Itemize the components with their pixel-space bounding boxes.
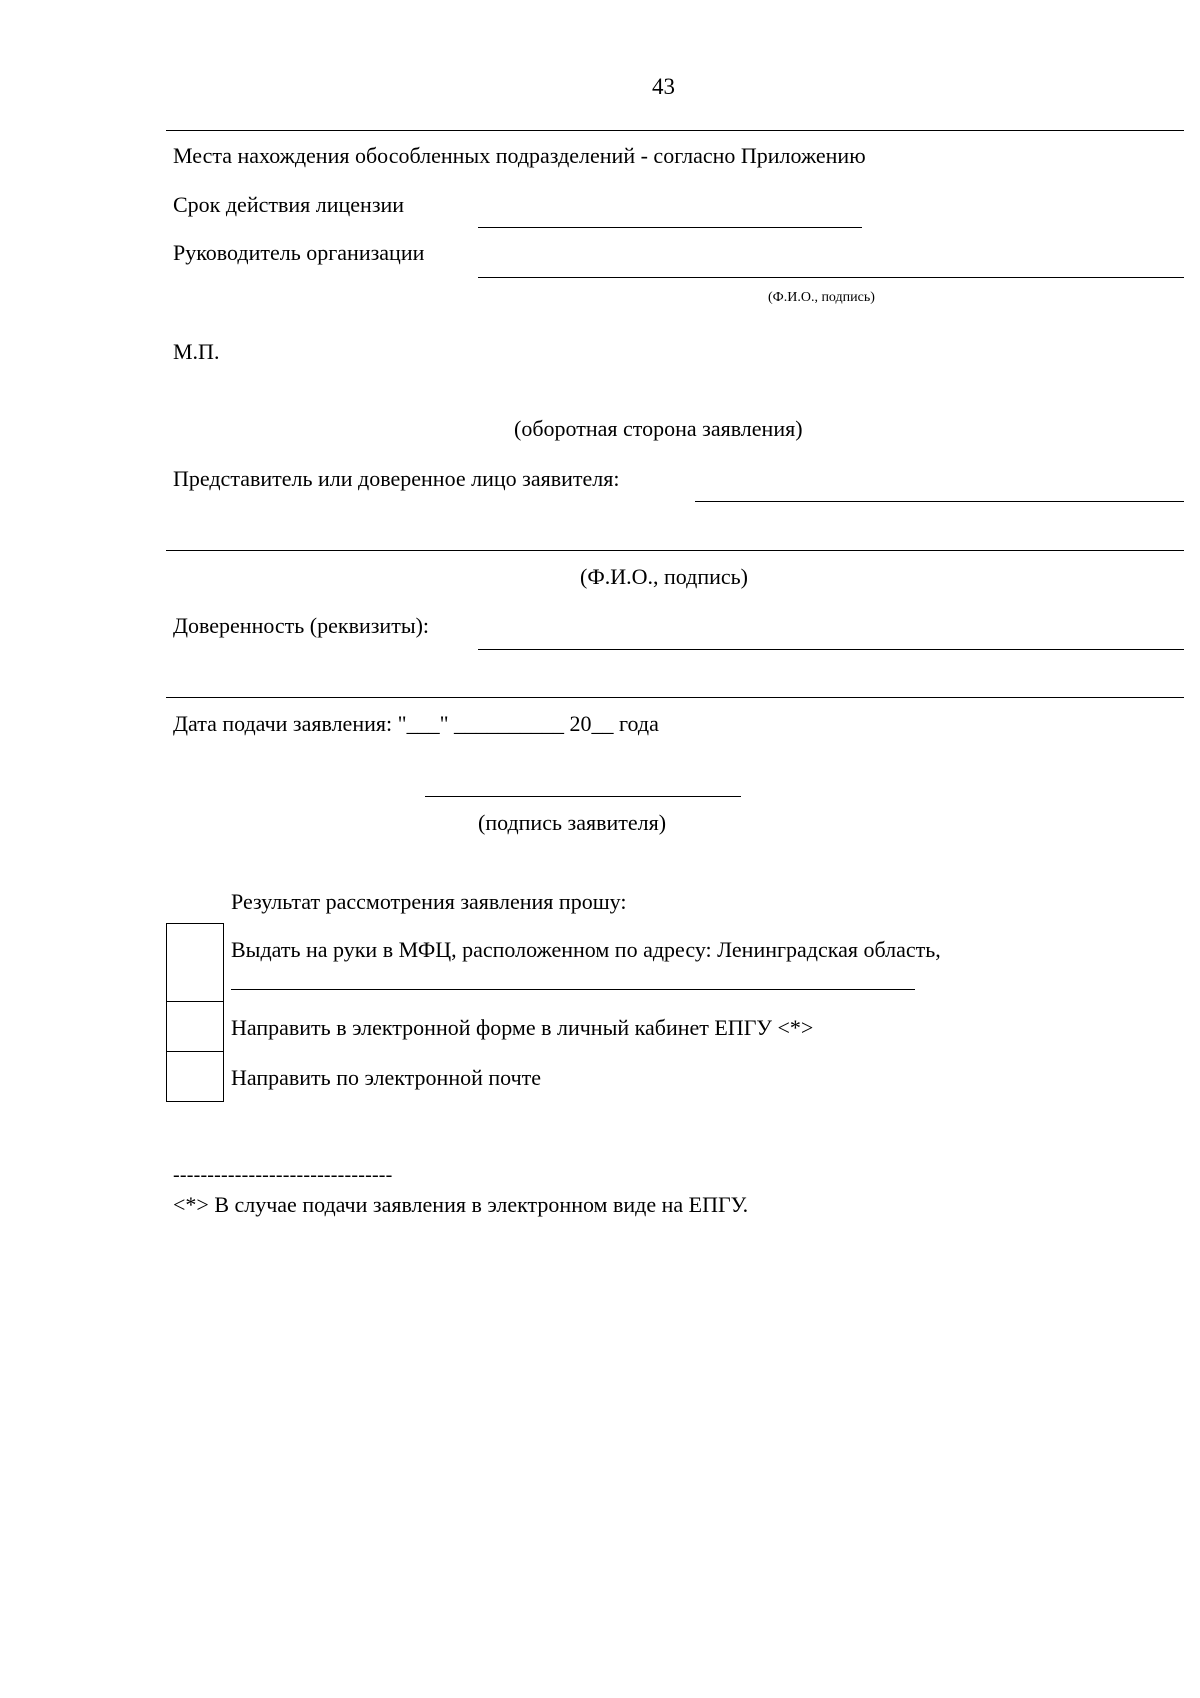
applicant-signature-line[interactable] <box>425 796 741 797</box>
separate-units-text: Места нахождения обособленных подразделений - согласно Приложению <box>173 143 866 168</box>
org-head-caption: (Ф.И.О., подпись) <box>768 290 875 305</box>
power-of-attorney-line[interactable] <box>478 649 1184 650</box>
representative-line-2[interactable] <box>166 550 1184 551</box>
org-head-line[interactable] <box>478 277 1184 278</box>
top-rule <box>166 130 1184 131</box>
option-epgu-label: Направить в электронной форме в личный кабинет ЕПГУ <*> <box>231 1015 814 1040</box>
representative-caption: (Ф.И.О., подпись) <box>580 564 748 589</box>
option-mfc-checkbox[interactable] <box>166 923 224 1002</box>
representative-line[interactable] <box>695 501 1184 502</box>
license-term-line[interactable] <box>478 227 862 228</box>
reverse-side-heading: (оборотная сторона заявления) <box>514 416 803 441</box>
representative-label: Представитель или доверенное лицо заявителя: <box>173 466 620 491</box>
power-of-attorney-label: Доверенность (реквизиты): <box>173 613 430 638</box>
footnote-text: <*> В случае подачи заявления в электронном виде на ЕПГУ. <box>173 1192 749 1217</box>
org-head-label: Руководитель организации <box>173 240 425 265</box>
page-number: 43 <box>652 74 675 99</box>
applicant-signature-caption: (подпись заявителя) <box>478 810 667 835</box>
seal-label: М.П. <box>173 339 220 364</box>
option-email-label: Направить по электронной почте <box>231 1065 542 1090</box>
footnote-separator: -------------------------------- <box>173 1164 393 1186</box>
result-intro: Результат рассмотрения заявления прошу: <box>231 889 627 914</box>
license-term-label: Срок действия лицензии <box>173 192 405 217</box>
option-mfc-label: Выдать на руки в МФЦ, расположенном по адресу: Ленинградская область, <box>231 937 941 962</box>
option-email-checkbox[interactable] <box>166 1051 224 1102</box>
submission-date: Дата подачи заявления: "___" __________ 20__ года <box>173 711 659 736</box>
power-of-attorney-line-2[interactable] <box>166 697 1184 698</box>
option-epgu-checkbox[interactable] <box>166 1001 224 1052</box>
option-mfc-address-line[interactable] <box>231 989 915 990</box>
